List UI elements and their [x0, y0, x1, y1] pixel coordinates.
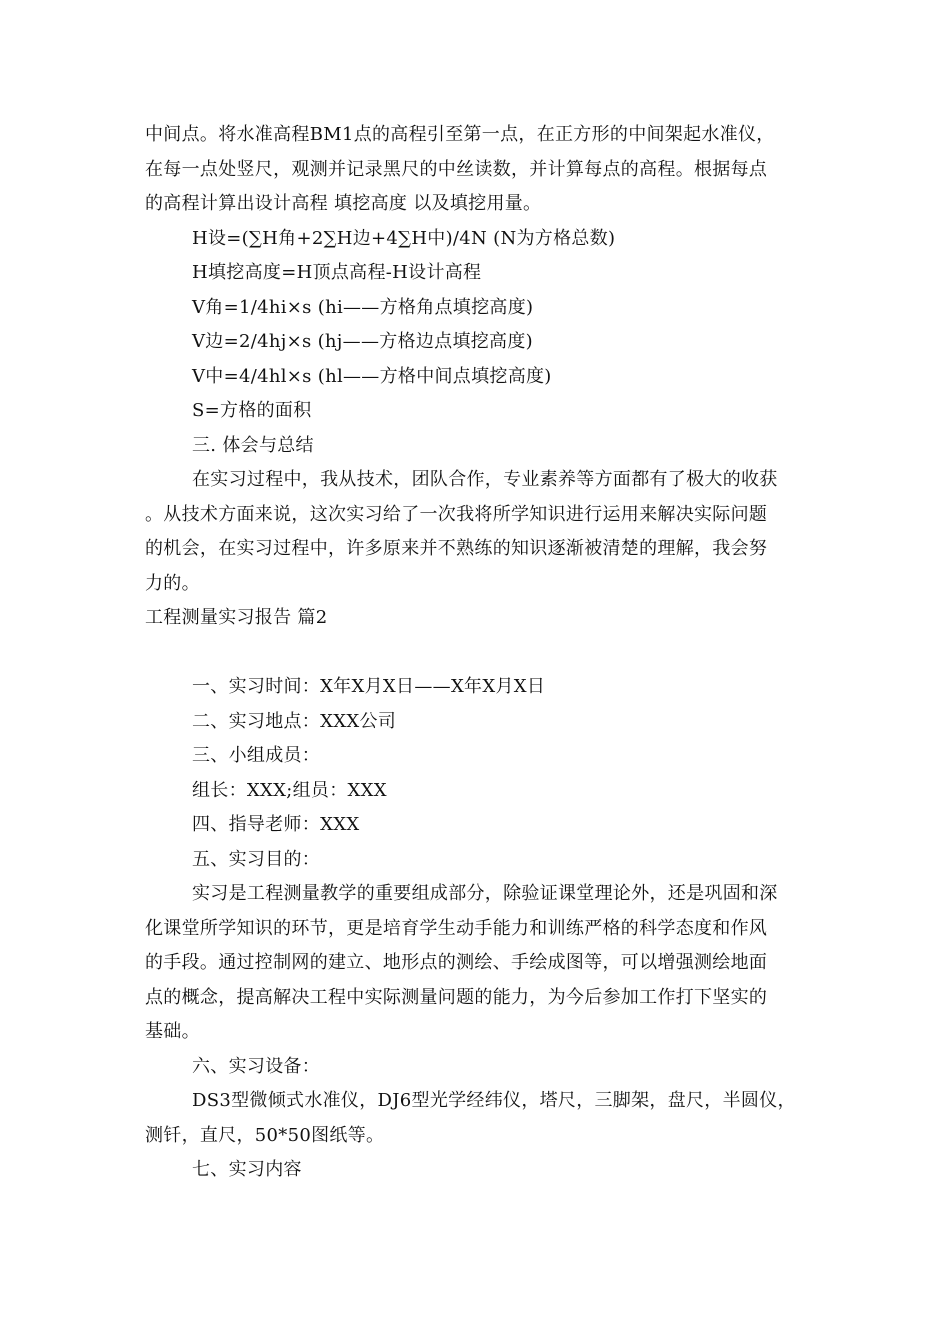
paragraph-line: 力的。 — [145, 573, 200, 594]
formula-line: H设=(∑H角+2∑H边+4∑H中)/4N (N为方格总数) — [192, 228, 616, 249]
paragraph-line: 中间点。将水准高程BM1点的高程引至第一点，在正方形的中间架起水准仪， — [145, 124, 775, 145]
list-item: 组长：XXX;组员：XXX — [192, 780, 387, 801]
paragraph-line: 。从技术方面来说，这次实习给了一次我将所学知识进行运用来解决实际问题 — [145, 504, 768, 525]
section-heading: 七、实习内容 — [192, 1159, 302, 1180]
paragraph-line: 在实习过程中，我从技术，团队合作，专业素养等方面都有了极大的收获 — [192, 469, 778, 490]
formula-line: V边=2/4hj×s (hj——方格边点填挖高度) — [192, 331, 533, 352]
list-item: 三、小组成员： — [192, 745, 321, 766]
formula-line: V角=1/4hi×s (hi——方格角点填挖高度) — [192, 297, 534, 318]
paragraph-line: 的机会，在实习过程中，许多原来并不熟练的知识逐渐被清楚的理解，我会努 — [145, 538, 768, 559]
list-item: 四、指导老师：XXX — [192, 814, 360, 835]
paragraph-line: 测钎，直尺，50*50图纸等。 — [145, 1125, 385, 1146]
paragraph-line: 的高程计算出设计高程 填挖高度 以及填挖用量。 — [145, 193, 542, 214]
paragraph-line: 点的概念，提高解决工程中实际测量问题的能力，为今后参加工作打下坚实的 — [145, 987, 768, 1008]
formula-line: H填挖高度=H顶点高程-H设计高程 — [192, 262, 482, 283]
paragraph-line: 的手段。通过控制网的建立、地形点的测绘、手绘成图等，可以增强测绘地面 — [145, 952, 768, 973]
formula-line: S=方格的面积 — [192, 400, 312, 421]
formula-line: V中=4/4hl×s (hl——方格中间点填挖高度) — [192, 366, 552, 387]
document-title: 工程测量实习报告 篇2 — [145, 607, 328, 628]
list-item: 二、实习地点：XXX公司 — [192, 711, 397, 732]
list-item: 一、实习时间：X年X月X日——X年X月X日 — [192, 676, 546, 697]
list-item: 五、实习目的： — [192, 849, 321, 870]
section-heading: 六、实习设备： — [192, 1056, 321, 1077]
paragraph-line: 实习是工程测量教学的重要组成部分，除验证课堂理论外，还是巩固和深 — [192, 883, 778, 904]
paragraph-line: 基础。 — [145, 1021, 200, 1042]
paragraph-line: 化课堂所学知识的环节，更是培育学生动手能力和训练严格的科学态度和作风 — [145, 918, 768, 939]
paragraph-line: 在每一点处竖尺，观测并记录黑尺的中丝读数，并计算每点的高程。根据每点 — [145, 159, 768, 180]
section-heading: 三. 体会与总结 — [192, 435, 314, 456]
paragraph-line: DS3型微倾式水准仪，DJ6型光学经纬仪，塔尺，三脚架，盘尺，半圆仪， — [192, 1090, 796, 1111]
